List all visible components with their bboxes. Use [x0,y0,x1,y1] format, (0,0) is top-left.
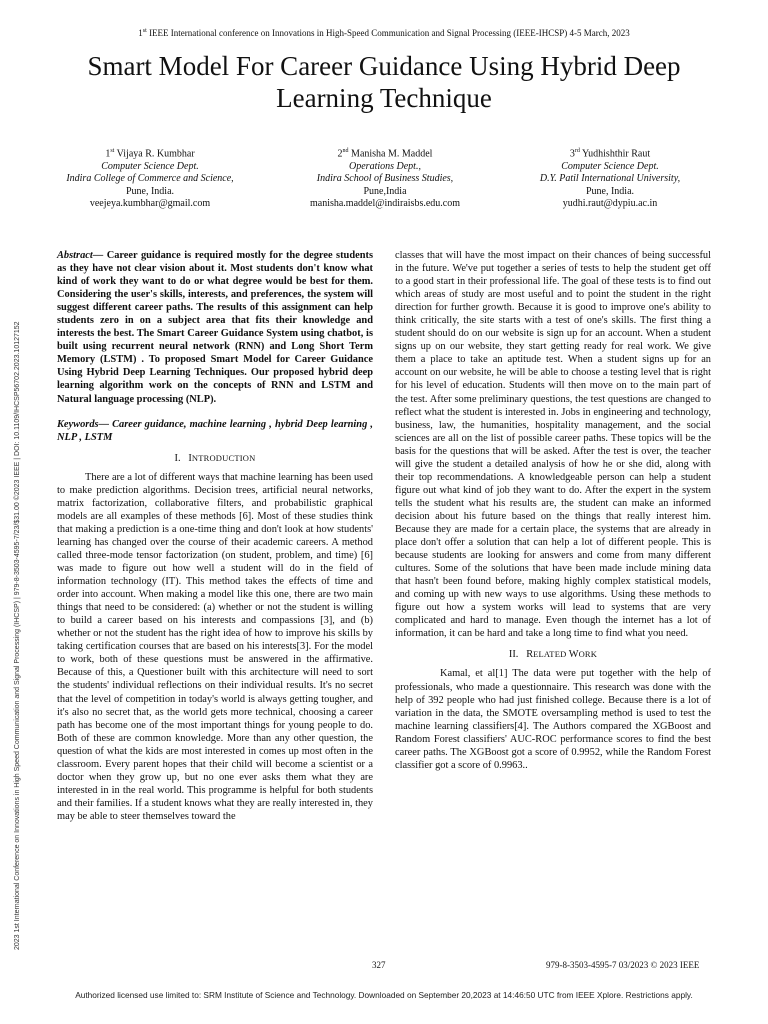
author-2-city: Pune,India [363,185,407,197]
isbn-copyright: 979-8-3503-4595-7 03/2023 © 2023 IEEE [546,960,700,970]
section-heading-introduction: I. INTRODUCTION [174,452,256,464]
paper-title: Smart Model For Career Guidance Using Hybrid Deep Learning Technique [87,51,681,113]
abstract-label: Abstract [57,250,93,261]
author-2-dept: Operations Dept., [349,160,421,172]
author-2-block [290,145,480,211]
author-1-city: Pune, India. [125,185,175,197]
introduction-continued-paragraph: classes that will have the most impact on their chances of being successful in the future. We've put together a series of tests to help the student get off to a good start in their professional life. The goal of these tests is to find out which areas of study are most useful and to point the student in the right direction for further growth. Because it is good to improve one's ability to think critically, the site starts with a test of one's skills. The first thing a student should do on our website is sign up for an account. When a student signs up on our website, they start getting ready for real work. We give them a place to take an aptitude test. When a student signs up for an account on our website, he will be able to choose a testing level that is right for his level of education. Students will then move on to the main part of the test. After some preliminary questions, the test questions are changed to reflect what the student is interested in. Jobs in engineering and technology, business, law, the humanities, hospitality management, and the social sciences are all on the list of possible career paths. These topics will be the basis for the questions that will be asked. After the test is over, the teacher will give the student a detailed analysis of how he or she did, along with their top recommendations. A knowledgeable person can help a student figure out what kind of job they want to do. After the expert in the system tells the student what his results are, the student can make an informed decision about his future based on the things that really interest him. Because they are made for a certain place, the systems that are already in place don't offer a solution that can help a lot of different people. This is because students are looking for answers and come from many different cultures. Some of the solutions that have been made include mining data that hasn't been found before, making highly complex statistical models, and coming up with new ways to use algorithms. Using these methods to figure out how a system works will lead to systems that are very complicated and hard to manage. Even though the internet has a lot of information, it can be hard and take a long time to find what you need. [395,250,711,640]
abstract: Abstract— Career guidance is required mostly for the degree students as they have not clear vision about it. Most students don't know what kind of work they want to do or what degree would be best for them. Considering the user's skills, interests, and preferences, the system will suggest different career paths. The results of this assignment can help students zero in on a subject area that fits their knowledge and interests the best. The Smart Career Guidance System using chatbot, is built using recurrent neural network (RNN) and Long Short Term Memory (LSTM) . To proposed Smart Model for Career Guidance Using Hybrid Deep Learning Techniques. Our proposed hybrid deep learning algorithm work on the concepts of RNN and LSTM and Natural language processing (NLP). [57,250,373,405]
author-1-name: 1st Vijaya R. Kumbhar [105,148,195,160]
author-1-block [62,145,238,211]
author-2-institution: Indira School of Business Studies, [316,173,454,185]
conference-name: IEEE International conference on Innovations in High-Speed Communication and Signal Processing (IEEE-IHCSP) 4-5 March, 2023 [146,28,630,38]
author-3-dept: Computer Science Dept. [561,160,659,172]
doi-margin-text: 2023 1st International Conference on Innovations in High Speed Communication and Signal Processing (IHCSP) | 979-8-3503-4595-7/23/$31.00 ©2023 IEEE | DOI: 10.1109/IHCSP56702.2023.10127152 [14,321,21,950]
conference-header [0,28,768,38]
author-2-name: 2nd Manisha M. Maddel [337,148,433,160]
related-work-paragraph: Kamal, et al[1] The data were put together with the help of professionals, who made a questionnaire. This research was done with the help of 392 people who had just finished college. Because there is a lot of variation in the data, the SMOTE oversampling method is used to test the machine learning classifiers[4]. The Authors compared the XGBoost and Random Forest classifiers' AUC-ROC performance scores to find the best career paths. The XGBoost got a score of 0.9952, while the Random Forest classifier got a score of 0.9963.. [395,668,711,771]
left-column [57,249,373,823]
author-1-institution: Indira College of Commerce and Science, [66,173,234,185]
author-1-email: veejeya.kumbhar@gmail.com [89,198,211,210]
page-number: 327 [372,960,386,970]
author-3-city: Pune, India. [585,185,635,197]
keywords: Keywords— Career guidance, machine learning , hybrid Deep learning , NLP , LSTM [57,418,373,443]
section-heading-related-work: II. RELATED WORK [508,649,598,661]
abstract-text: Career guidance is required mostly for the degree students as they have not clear vision about it. Most students don't know what kind of work they want to do or what degree would be best for them. Considering the user's skills, interests, and preferences, the system will suggest different career paths. The results of this assignment can help students zero in on a subject area that fits their knowledge and interests the best. The Smart Career Guidance System using chatbot, is built using recurrent neural network (RNN) and Long Short Term Memory (LSTM) . To proposed Smart Model for Career Guidance Using Hybrid Deep Learning Techniques. Our proposed hybrid deep learning algorithm work on the concepts of RNN and LSTM and Natural language processing (NLP). [57,250,373,405]
introduction-paragraph: There are a lot of different ways that machine learning has been used to make prediction algorithms. Decision trees, artificial neural networks, matrix factorization, collaborative filters, and probabilistic graphical models are all examples of these methods [6]. Most of these studies think that making a prediction is a one-time thing and don't look at how students' learning has changed over the course of their academic careers. A method called three-mode tensor factorization (on student, problem, and time) [6] was made to figure out how well a student will do in the field of information technology (IT). This method takes the effects of time and order into account. When making a model like this one, there are two main things that need to be considered: (a) whether or not the student is willing to build a career based on his interests and compassions [3], and (b) whether or not the student has the right idea of how to improve his skills by taking certification courses that are based on his interests[3]. For the model to work, both of these questions must be answered in the affirmative. Because of this, a Questioner built with this architecture will need to sort the students' individual reflections on their individual results. It's no secret that the level of competition in today's world is always getting tougher, and it's also no secret that, as the world gets more technical, choosing a career path has become one of the most important things for young people to do. Both of these are common knowledge. More than any other question, the question of what the kids are most interested in comes up most often in the classroom. Every parent hopes that their child will become a scientist or a doctor when they grow up, but no one ever asks them what they are interested in in the real world. This programme is helpful for both students and their families. If a student knows what they are really interested in, they may be able to steer themselves toward the [57,471,373,822]
author-3-institution: D.Y. Patil International University, [539,173,681,185]
author-2-email: manisha.maddel@indiraisbs.edu.com [309,198,460,210]
right-column [395,249,711,772]
license-notice: Authorized licensed use limited to: SRM Institute of Science and Technology. Downloaded on September 20,2023 at 14:46:50 UTC from IEEE Xplore. Restrictions apply. [75,990,693,1000]
conference-number: 1 [138,28,143,38]
conference-ordinal: st [142,28,147,34]
author-3-email: yudhi.raut@dypiu.ac.in [562,198,658,210]
author-3-block [520,145,700,211]
author-3-name: 3rd Yudhishthir Raut [569,148,651,160]
author-1-dept: Computer Science Dept. [101,160,199,172]
